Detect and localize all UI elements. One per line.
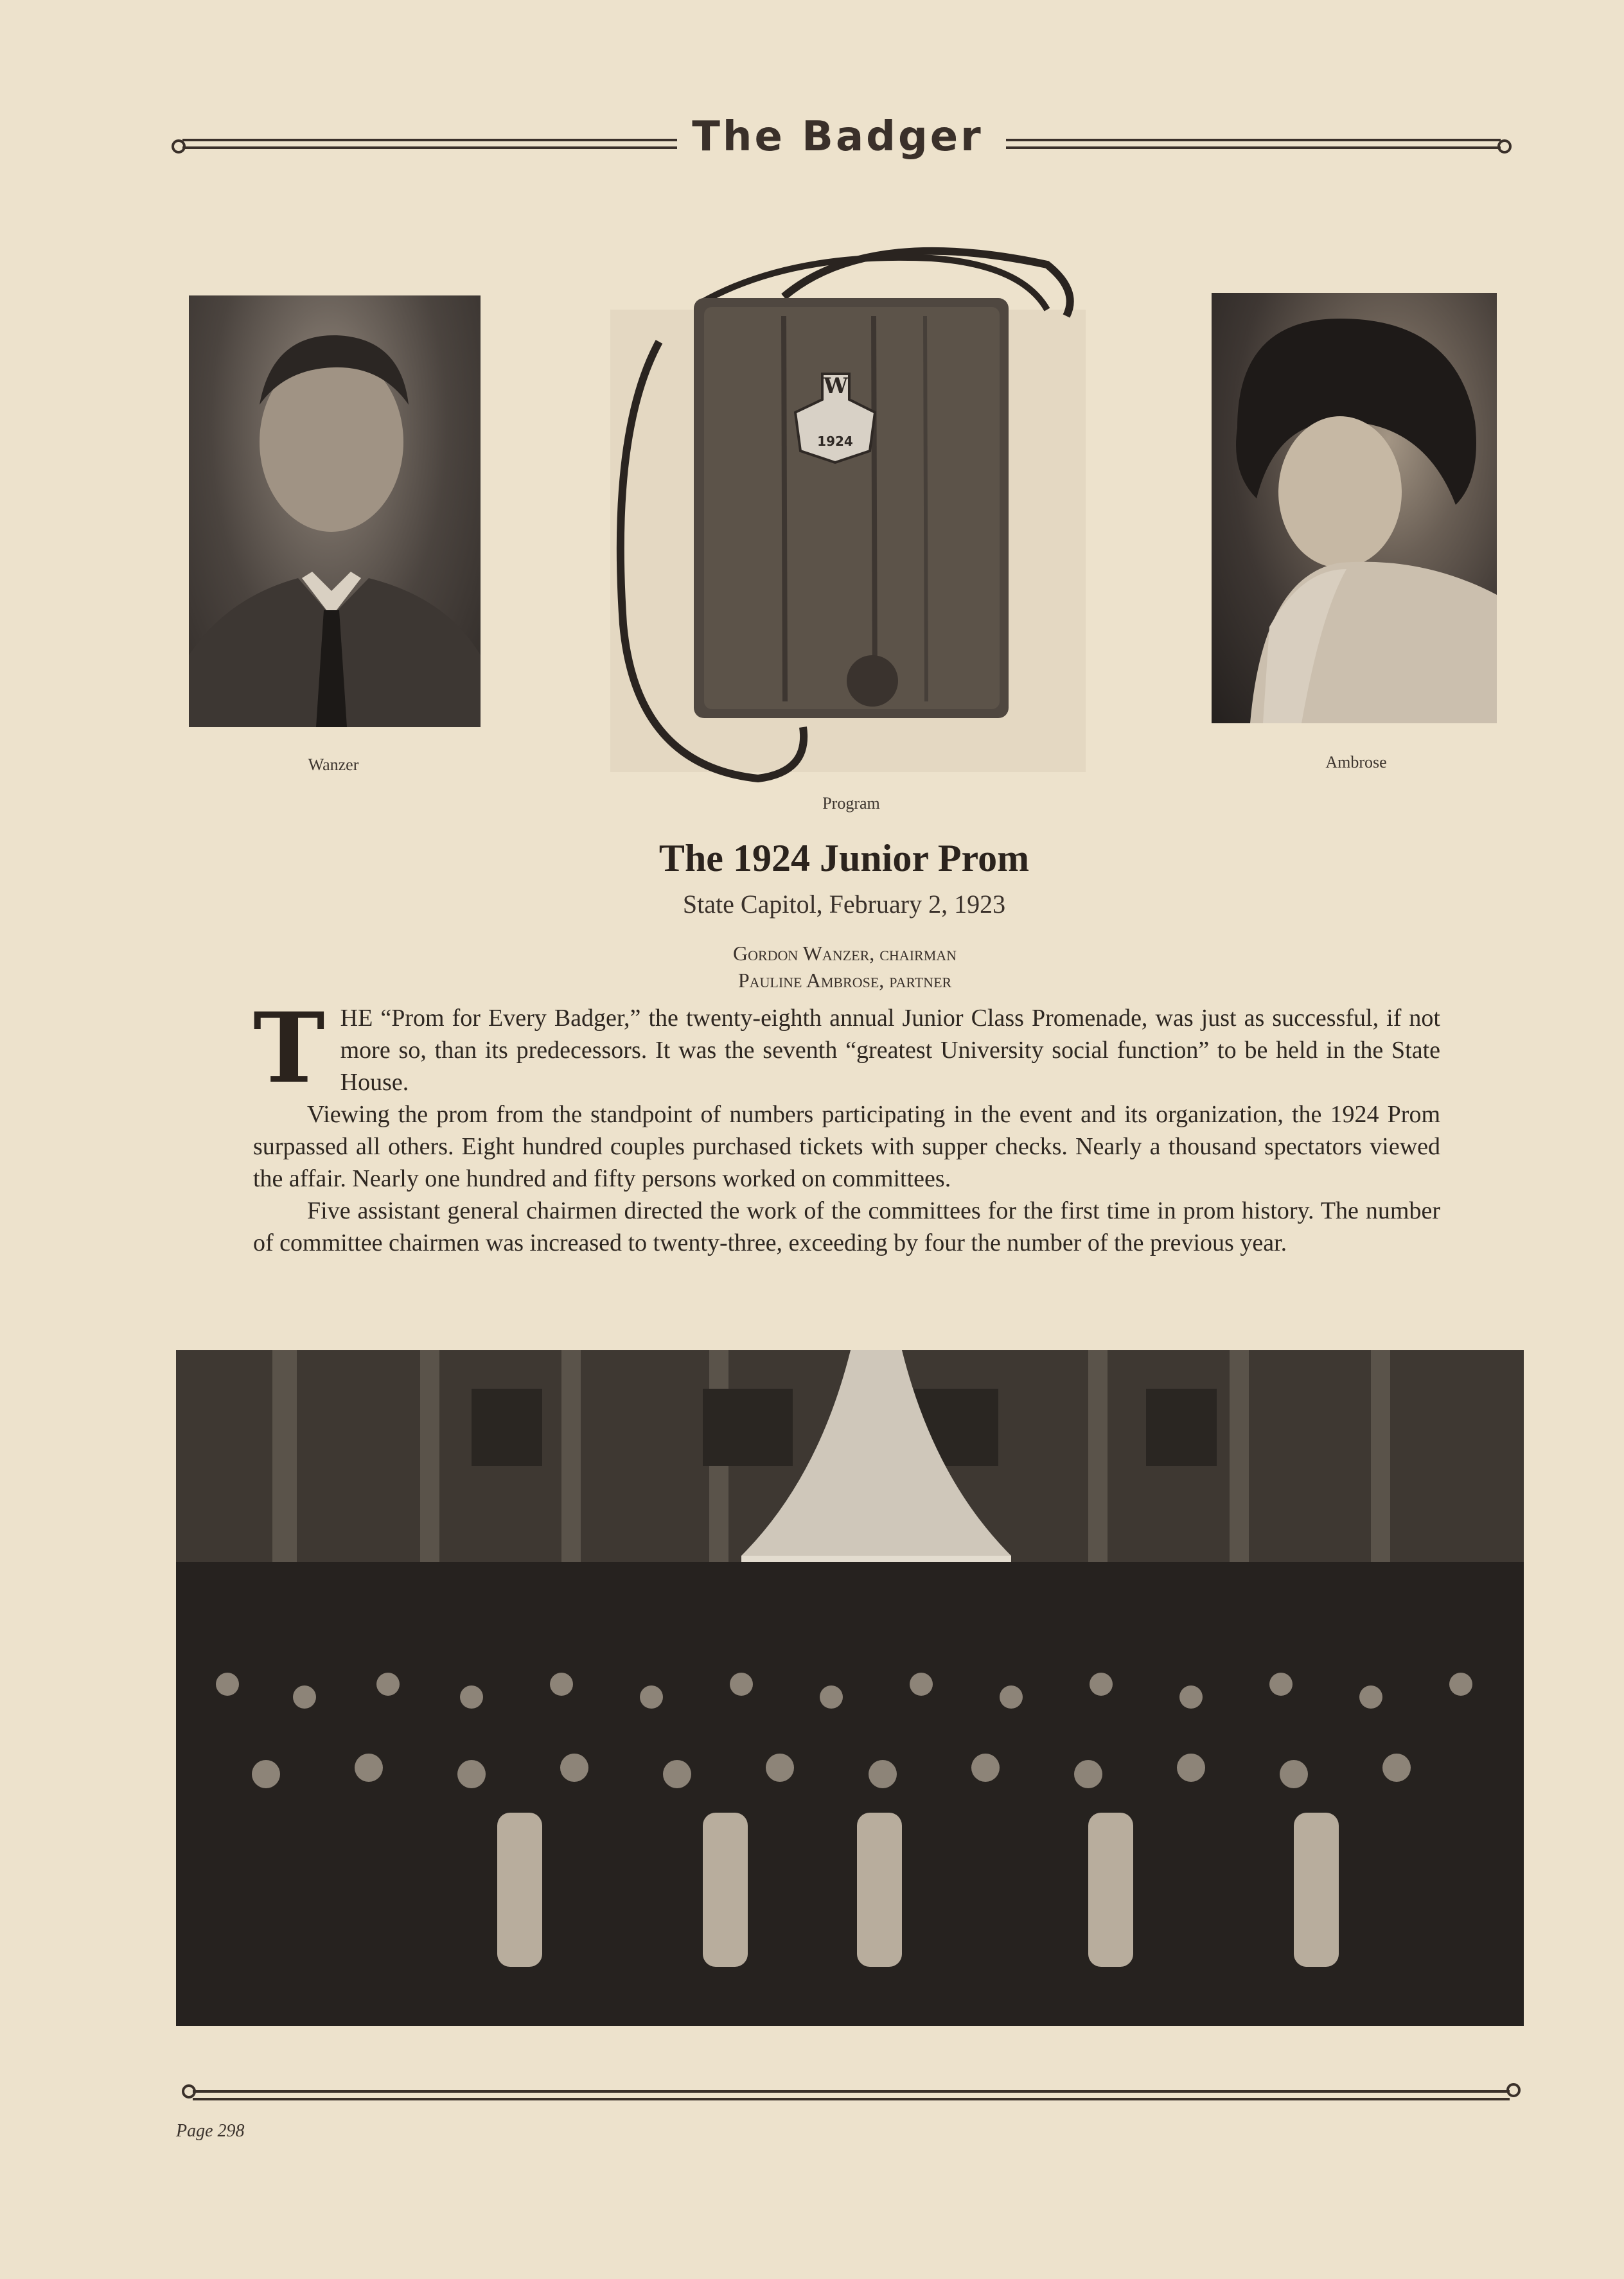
program-badge-year: 1924: [817, 434, 853, 449]
portrait-photo-ambrose: [1212, 293, 1497, 723]
program-photo: [597, 239, 1099, 798]
article-subtitle: State Capitol, February 2, 1923: [682, 890, 1006, 919]
article-paragraph: Viewing the prom from the standpoint of numbers participating in the event and its organization, the 1924 Prom surpassed all others. Eight hundred couples purchased tickets with supper checks. Nearly a thousand spectators viewed the affair. Nearly one hundred and fifty persons worked on committees.: [253, 1101, 1440, 1192]
article-paragraph: THE “Prom for Every Badger,” the twenty-eighth annual Junior Class Promenade, was just as successful, if not more so, than its predecessors. It was the seventh “greatest University social function” to be held in the State House.: [253, 992, 1440, 1105]
article-title: The 1924 Junior Prom: [658, 837, 1030, 879]
prom-crowd-photo: [176, 1350, 1524, 2026]
svg-text:W: W: [823, 373, 849, 399]
running-title: The Badger: [692, 113, 984, 161]
officer-partner: Pauline Ambrose, partner: [737, 969, 952, 992]
caption-ambrose: Ambrose: [1325, 753, 1387, 771]
header-rule-left: [170, 131, 677, 157]
header-rule-right: [1006, 131, 1514, 157]
footer-rule: [180, 2080, 1522, 2109]
article-paragraph: Five assistant general chairmen directed the work of the committees for the first time in prom history. The number of committee chairmen was increased to twenty-three, exceeding by four the number of the previous year.: [253, 1197, 1440, 1256]
officer-chairman: Gordon Wanzer, chairman: [732, 942, 957, 965]
page-number: Page 298: [176, 2121, 245, 2141]
drop-cap: T: [253, 992, 325, 1105]
caption-program: Program: [822, 794, 880, 813]
article-body: [253, 992, 1440, 1259]
portrait-photo-wanzer: [189, 295, 481, 727]
caption-wanzer: Wanzer: [308, 755, 359, 774]
